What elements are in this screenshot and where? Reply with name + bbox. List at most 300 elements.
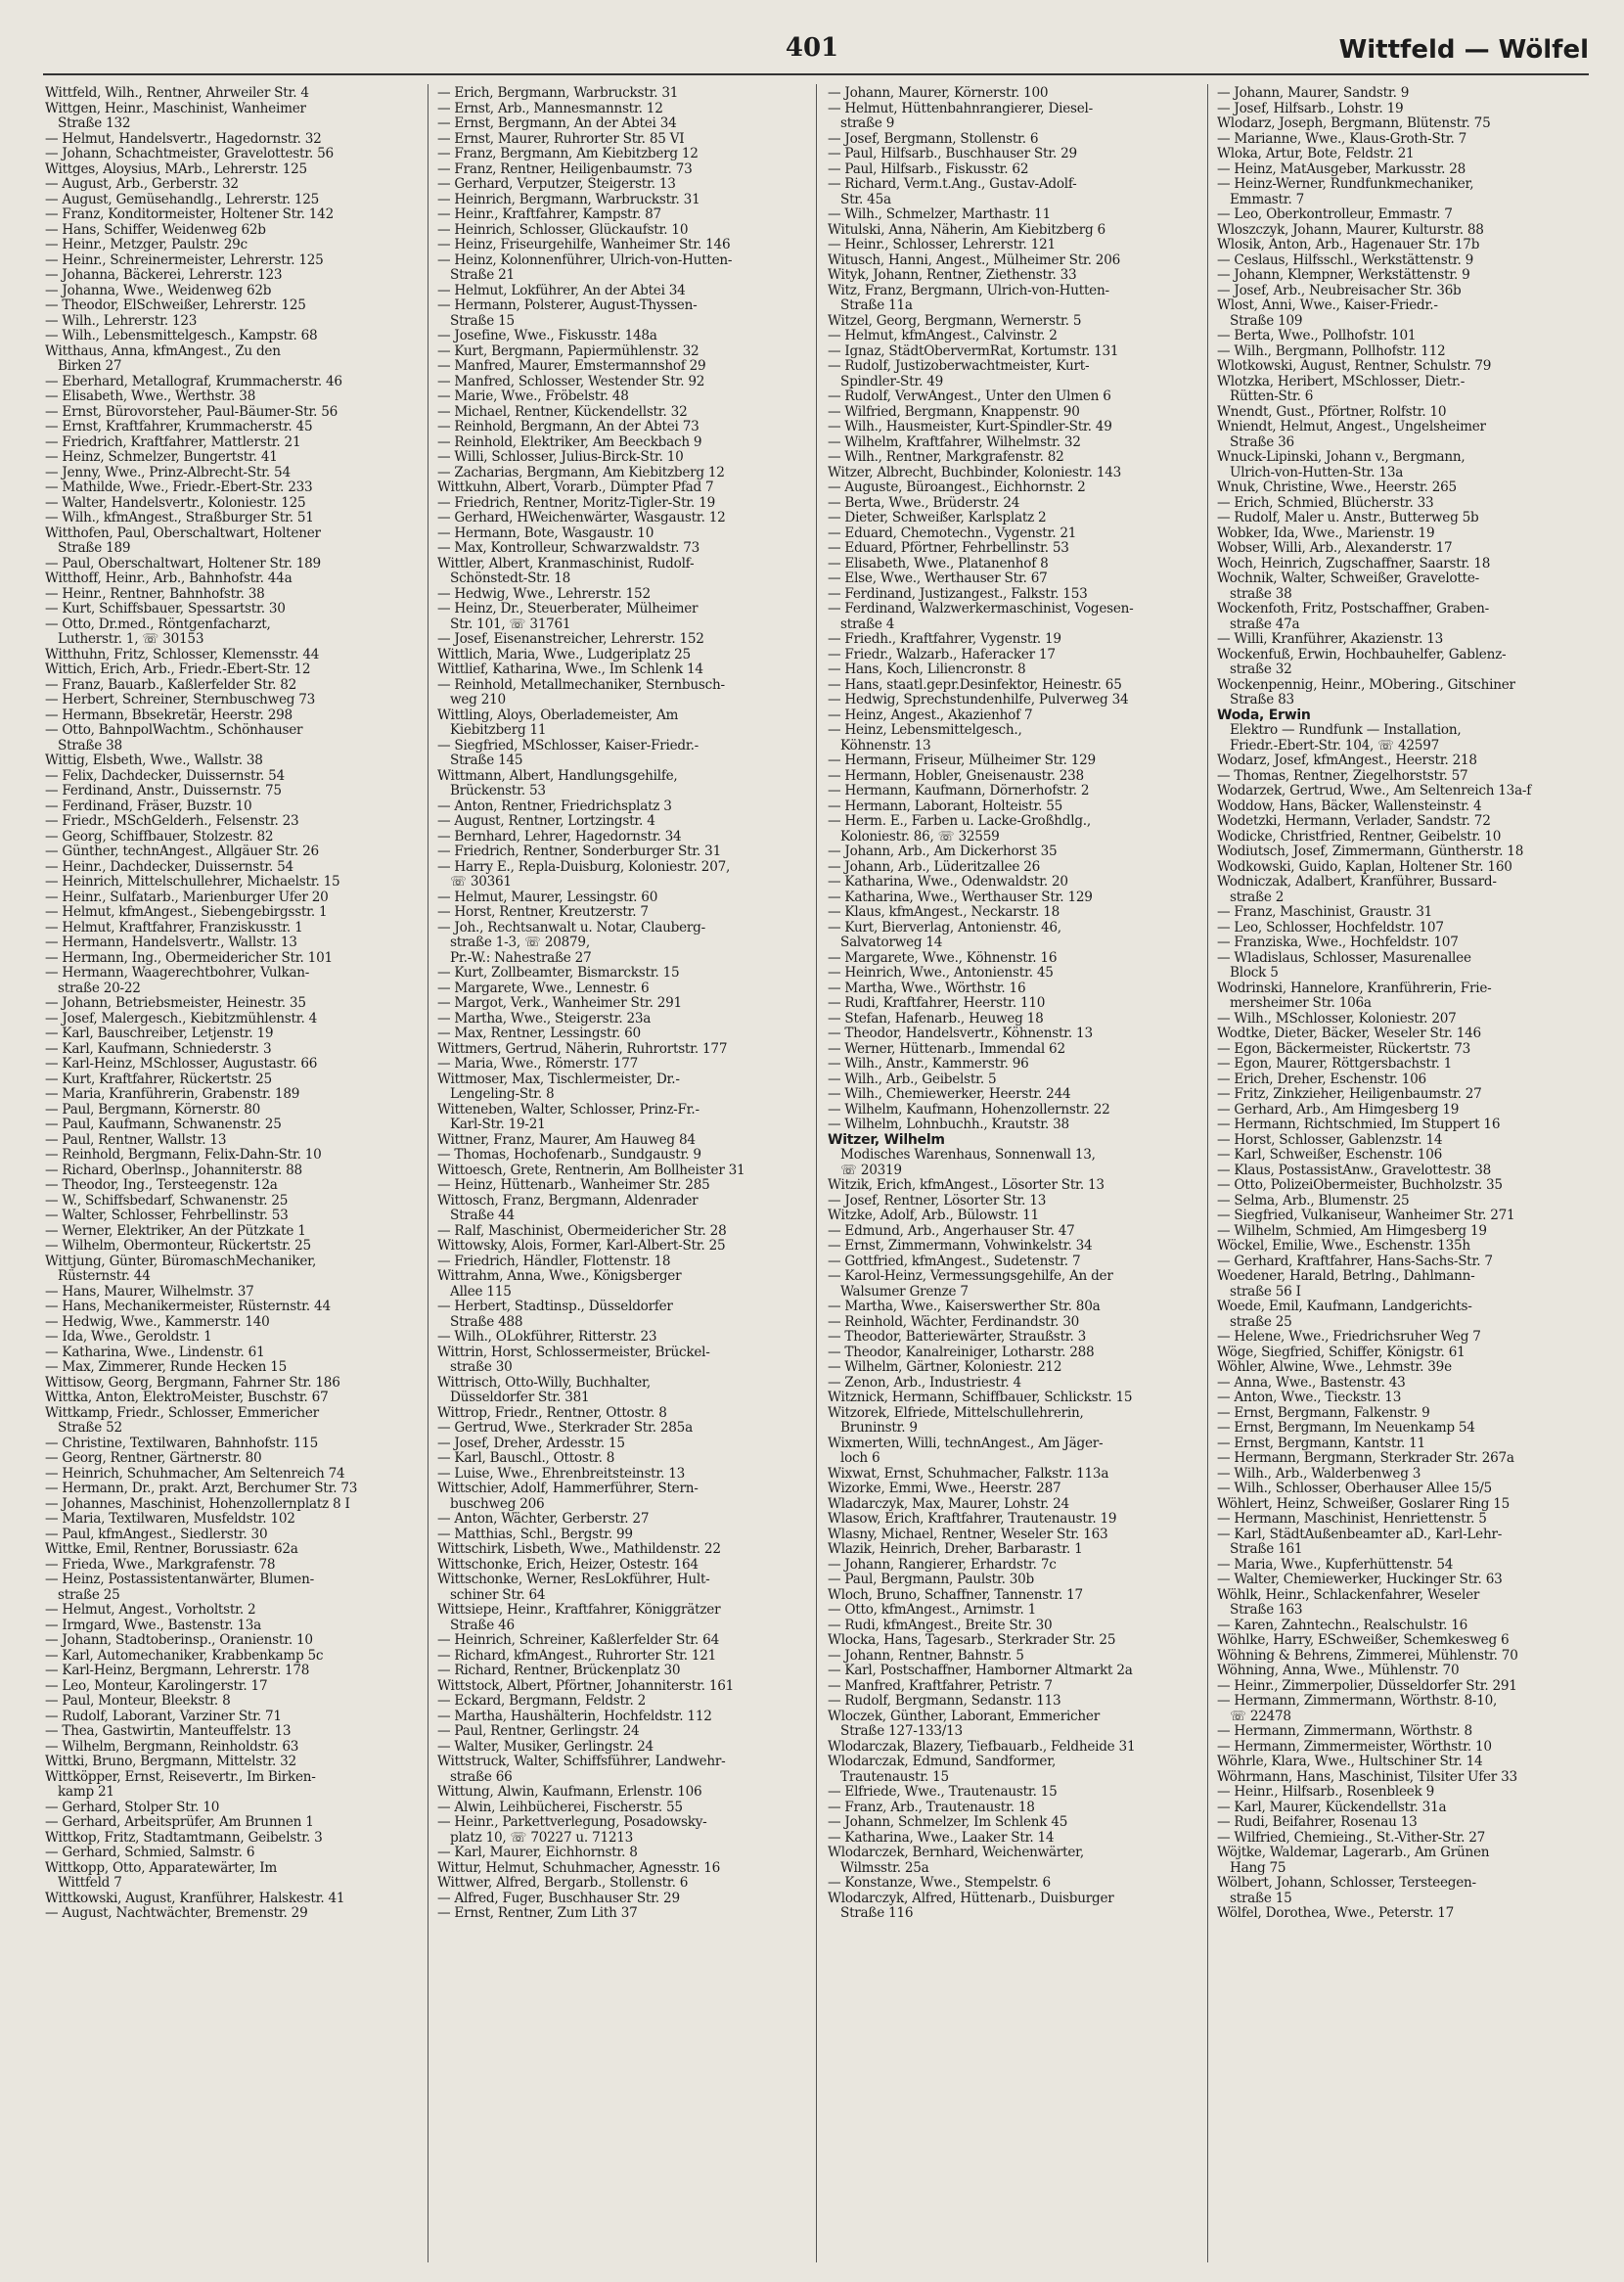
directory-entry: — Friedh., Kraftfahrer, Vygenstr. 19 [828,632,1061,647]
directory-entry: Wittrahm, Anna, Wwe., Königsberger [437,1269,682,1284]
directory-entry: Wittur, Helmut, Schuhmacher, Agnesstr. 16 [437,1860,721,1876]
directory-entry: Woede, Emil, Kaufmann, Landgerichts- [1217,1300,1472,1314]
directory-entry: — Manfred, Schlosser, Westender Str. 92 [437,374,705,389]
directory-entry: — Georg, Schiffbauer, Stolzestr. 82 [45,829,274,844]
directory-entry: — Hans, staatl.gepr.Desinfektor, Heinestr. 65 [828,677,1122,693]
directory-entry: Wittich, Erich, Arb., Friedr.-Ebert-Str. 12 [45,662,311,677]
directory-entry: — Paul, Hilfsarb., Buschhauser Str. 29 [828,147,1077,161]
directory-entry: — Horst, Rentner, Kreutzerstr. 7 [437,905,649,920]
directory-entry: Wlodarczek, Bernhard, Weichenwärter, [828,1846,1084,1860]
directory-entry: — Fritz, Zinkzieher, Heiligenbaumstr. 27 [1217,1087,1482,1102]
directory-entry: — Heinz, Schmelzer, Bungertstr. 41 [45,450,278,465]
directory-entry: — Martha, Wwe., Steigerstr. 23a [437,1011,652,1027]
directory-entry: Wodiutsch, Josef, Zimmermann, Güntherstr. 18 [1217,844,1524,859]
directory-entry: — Heinrich, Wwe., Antonienstr. 45 [828,966,1054,981]
directory-column-3 [828,86,1195,1922]
directory-entry: — Leo, Monteur, Karolingerstr. 17 [45,1678,268,1694]
directory-entry: — Paul, Bergmann, Paulstr. 30b [828,1573,1035,1587]
directory-entry: Wittschonke, Erich, Heizer, Ostestr. 164 [437,1557,699,1573]
display-entry-name: Witzer, Wilhelm [828,1132,945,1148]
entry-continuation: Rütten-Str. 6 [1230,389,1314,404]
directory-entry: — Selma, Arb., Blumenstr. 25 [1217,1193,1410,1209]
entry-continuation: Salvatorweg 14 [840,936,943,950]
directory-entry: — Rudi, Kraftfahrer, Heerstr. 110 [828,996,1046,1011]
entry-continuation: Hang 75 [1230,1860,1286,1876]
directory-entry: Wlotkowski, August, Rentner, Schulstr. 79 [1217,359,1492,374]
directory-entry: Wnendt, Gust., Pförtner, Rolfstr. 10 [1217,404,1447,420]
directory-entry: — Anna, Wwe., Bastenstr. 43 [1217,1375,1406,1391]
directory-entry: — Katharina, Wwe., Laaker Str. 14 [828,1830,1055,1846]
directory-entry: — Hermann, Handelsvertr., Wallstr. 13 [45,936,297,950]
entry-continuation: Straße 488 [450,1314,523,1330]
entry-continuation: buschweg 206 [450,1496,545,1512]
directory-entry: — Josef, Hilfsarb., Lohstr. 19 [1217,101,1404,116]
directory-entry: — Franz, Bergmann, Am Kiebitzberg 12 [437,147,699,161]
directory-entry: — Elisabeth, Wwe., Platanenhof 8 [828,556,1049,571]
directory-entry: Wniendt, Helmut, Angest., Ungelsheimer [1217,420,1486,434]
directory-entry: Woddow, Hans, Bäcker, Wallensteinstr. 4 [1217,799,1482,814]
directory-entry: Wittschonke, Werner, ResLokführer, Hult- [437,1573,710,1587]
directory-entry: — Ceslaus, Hilfsschl., Werkstättenstr. 9 [1217,252,1474,268]
directory-entry: Witzer, Albrecht, Buchbinder, Koloniestr. 143 [828,465,1122,480]
directory-entry: — Wilfried, Bergmann, Knappenstr. 90 [828,404,1080,420]
directory-entry: — Karl, Bauschl., Ottostr. 8 [437,1451,615,1466]
directory-entry: — Hans, Schiffer, Weidenweg 62b [45,222,266,238]
directory-entry: — Stefan, Hafenarb., Heuweg 18 [828,1011,1044,1027]
directory-entry: — Wladislaus, Schlosser, Masurenallee [1217,950,1471,966]
directory-entry: — Richard, Verm.t.Ang., Gustav-Adolf- [828,177,1077,192]
entry-continuation: Straße 189 [58,541,131,556]
directory-entry: — Josef, Eisenanstreicher, Lehrerstr. 152 [437,632,704,647]
directory-entry: Wittschier, Adolf, Hammerführer, Stern- [437,1482,699,1496]
entry-continuation: Düsseldorfer Str. 381 [450,1391,590,1405]
directory-entry: — Johann, Arb., Lüderitzallee 26 [828,859,1041,875]
directory-entry: — Gottfried, kfmAngest., Sudetenstr. 7 [828,1254,1081,1269]
directory-entry: — Wilfried, Chemieing., St.-Vither-Str. 27 [1217,1830,1486,1846]
directory-entry: — Alfred, Fuger, Buschhauser Str. 29 [437,1891,680,1906]
directory-entry: — Helmut, kfmAngest., Siebengebirgsstr. 1 [45,905,328,920]
entry-continuation: Straße 145 [450,753,523,768]
directory-entry: — Johann, Schachtmeister, Gravelottestr. 56 [45,147,334,161]
entry-continuation: Emmastr. 7 [1230,192,1305,207]
column-divider [1207,84,1208,2262]
directory-column-2 [437,86,805,1922]
directory-entry: — Michael, Rentner, Kückendellstr. 32 [437,404,688,420]
directory-entry: — Willi, Schlosser, Julius-Birck-Str. 10 [437,450,684,465]
directory-entry: Wöhlk, Heinr., Schlackenfahrer, Weseler [1217,1587,1480,1603]
directory-entry: — Heinrich, Schlosser, Glückaufstr. 10 [437,222,689,238]
directory-entry: — Harry E., Repla-Duisburg, Koloniestr. 207, [437,859,731,875]
directory-entry: — Helmut, Lokführer, An der Abtei 34 [437,283,686,298]
directory-entry: — Hermann, Polsterer, August-Thyssen- [437,298,698,313]
directory-entry: — Heinz, MatAusgeber, Markusstr. 28 [1217,161,1466,177]
directory-entry: — Anton, Wächter, Gerberstr. 27 [437,1512,650,1527]
directory-entry: — Johann, Klempner, Werkstättenstr. 9 [1217,268,1470,283]
directory-entry: — Matthias, Schl., Bergstr. 99 [437,1527,633,1542]
entry-continuation: Straße 38 [58,738,122,753]
directory-entry: — Wilh., Schlosser, Oberhauser Allee 15/5 [1217,1482,1492,1496]
directory-entry: — Heinz, Postassistentanwärter, Blumen- [45,1573,314,1587]
directory-entry: — Karl-Heinz, MSchlosser, Augustastr. 66 [45,1057,318,1072]
directory-entry: — Felix, Dachdecker, Duissernstr. 54 [45,768,285,784]
directory-entry: — Heinrich, Schuhmacher, Am Seltenreich 74 [45,1466,345,1482]
directory-entry: Wlost, Anni, Wwe., Kaiser-Friedr.- [1217,298,1438,313]
entry-continuation: Straße 109 [1230,313,1303,329]
entry-continuation: straße 15 [1230,1891,1292,1906]
directory-entry: — Johannes, Maschinist, Hohenzollernplatz 8 I [45,1496,350,1512]
directory-entry: Witteneben, Walter, Schlosser, Prinz-Fr.- [437,1102,699,1118]
directory-entry: — Friedr., Walzarb., Haferacker 17 [828,647,1056,662]
entry-continuation: kamp 21 [58,1785,114,1800]
directory-entry: — Ernst, Bergmann, Falkenstr. 9 [1217,1405,1430,1421]
directory-entry: — Walter, Chemiewerker, Huckinger Str. 63 [1217,1573,1503,1587]
directory-entry: — Gerhard, Kraftfahrer, Hans-Sachs-Str. 7 [1217,1254,1493,1269]
directory-entry: — Franz, Konditormeister, Holtener Str. 142 [45,207,334,222]
entry-continuation: straße 56 I [1230,1284,1301,1300]
directory-entry: — Wilhelm, Obermonteur, Rückertstr. 25 [45,1239,311,1254]
directory-entry: — Theodor, Kanalreiniger, Lotharstr. 288 [828,1345,1095,1360]
directory-entry: Witzorek, Elfriede, Mittelschullehrerin, [828,1405,1084,1421]
directory-entry: Witthoff, Heinr., Arb., Bahnhofstr. 44a [45,571,293,586]
directory-entry: — Johann, Maurer, Sandstr. 9 [1217,86,1410,101]
directory-entry: — Heinrich, Bergmann, Warbruckstr. 31 [437,192,700,207]
directory-entry: — Reinhold, Bergmann, Felix-Dahn-Str. 10 [45,1148,322,1163]
directory-entry: — Manfred, Maurer, Emstermannshof 29 [437,359,706,374]
directory-entry: — Karl, Schweißer, Eschenstr. 106 [1217,1148,1442,1163]
directory-entry: — Willi, Kranführer, Akazienstr. 13 [1217,632,1444,647]
directory-entry: — Karl, Maurer, Kückendellstr. 31a [1217,1800,1447,1815]
directory-entry: — Hedwig, Sprechstundenhilfe, Pulverweg 34 [828,693,1129,707]
directory-entry: — Reinhold, Wächter, Ferdinandstr. 30 [828,1314,1080,1330]
directory-entry: Witulski, Anna, Näherin, Am Kiebitzberg 6 [828,222,1105,238]
directory-entry: — Hermann, Bote, Wasgaustr. 10 [437,525,654,541]
directory-entry: — Ernst, Zimmermann, Vohwinkelstr. 34 [828,1239,1093,1254]
directory-entry: — Max, Rentner, Lessingstr. 60 [437,1027,641,1041]
entry-continuation: loch 6 [840,1451,880,1466]
directory-entry: — Wilh., Lebensmittelgesch., Kampstr. 68 [45,329,318,343]
entry-continuation: straße 47a [1230,616,1300,632]
directory-entry: — Heinz, Friseurgehilfe, Wanheimer Str. 146 [437,238,731,252]
directory-entry: — Wilh., Bergmann, Pollhofstr. 112 [1217,343,1446,359]
directory-entry: — Egon, Bäckermeister, Rückertstr. 73 [1217,1041,1470,1057]
entry-continuation: straße 32 [1230,662,1292,677]
directory-entry: — Erich, Schmied, Blücherstr. 33 [1217,495,1434,511]
entry-continuation: Spindler-Str. 49 [840,374,944,389]
directory-entry: Wittwer, Alfred, Bergarb., Stollenstr. 6 [437,1876,689,1891]
entry-continuation: Str. 101, ☏ 31761 [450,616,571,632]
directory-entry: — Katharina, Wwe., Werthauser Str. 129 [828,890,1093,905]
directory-entry: — Wilh., Chemiewerker, Heerstr. 244 [828,1087,1071,1102]
directory-entry: Wockenpennig, Heinr., MObering., Gitschiner [1217,677,1515,693]
directory-entry: — Rudolf, Bergmann, Sedanstr. 113 [828,1694,1061,1709]
directory-entry: — Friedrich, Rentner, Moritz-Tigler-Str. 19 [437,495,715,511]
entry-continuation: straße 38 [1230,586,1292,602]
directory-entry: — Heinr., Kraftfahrer, Kampstr. 87 [437,207,661,222]
directory-entry: Wockenfoth, Fritz, Postschaffner, Graben- [1217,602,1489,616]
directory-entry: — Thea, Gastwirtin, Manteuffelstr. 13 [45,1724,292,1739]
directory-entry: — Irmgard, Wwe., Bastenstr. 13a [45,1618,262,1633]
directory-entry: — Eduard, Pförtner, Fehrbellinstr. 53 [828,541,1069,556]
directory-entry: — Hedwig, Wwe., Lehrerstr. 152 [437,586,651,602]
directory-entry: — Heinz, Kolonnenführer, Ulrich-von-Hutten- [437,252,733,268]
directory-entry: Woch, Heinrich, Zugschaffner, Saarstr. 18 [1217,556,1491,571]
directory-entry: — Wilh., Arb., Geibelstr. 5 [828,1072,997,1087]
entry-continuation: straße 25 [58,1587,120,1603]
directory-entry: — Erich, Dreher, Eschenstr. 106 [1217,1072,1426,1087]
directory-entry: — Margot, Verk., Wanheimer Str. 291 [437,996,682,1011]
directory-entry: — Paul, Monteur, Bleekstr. 8 [45,1694,231,1709]
directory-entry: Wittke, Emil, Rentner, Borussiastr. 62a [45,1542,298,1557]
directory-entry: — Johann, Betriebsmeister, Heinestr. 35 [45,996,306,1011]
directory-entry: Wlotzka, Heribert, MSchlosser, Dietr.- [1217,374,1466,389]
directory-entry: — Ida, Wwe., Geroldstr. 1 [45,1330,212,1345]
directory-entry: — August, Arb., Gerberstr. 32 [45,177,239,192]
directory-entry: — Karl, Bauschreiber, Letjenstr. 19 [45,1027,274,1041]
directory-entry: — Ernst, Maurer, Ruhrorter Str. 85 VI [437,131,685,147]
column-divider [428,84,429,2262]
directory-entry: Wittstock, Albert, Pförtner, Johanniterstr. 161 [437,1678,735,1694]
directory-entry: Wittung, Alwin, Kaufmann, Erlenstr. 106 [437,1785,702,1800]
directory-entry: — Hermann, Laborant, Holteistr. 55 [828,799,1063,814]
entry-continuation: straße 1-3, ☏ 20879, [450,936,590,950]
directory-entry: — Horst, Schlosser, Gablenzstr. 14 [1217,1132,1443,1148]
directory-entry: — Karl, StädtAußenbeamter aD., Karl-Lehr- [1217,1527,1503,1542]
directory-entry: — Helmut, Kraftfahrer, Franziskusstr. 1 [45,920,303,936]
directory-entry: Witznick, Hermann, Schiffbauer, Schlickstr. 15 [828,1391,1133,1405]
directory-entry: Wittler, Albert, Kranmaschinist, Rudolf- [437,556,695,571]
directory-entry: — Wilhelm, Schmied, Am Himgesberg 19 [1217,1223,1487,1239]
directory-entry: — Wilhelm, Lohnbuchh., Krautstr. 38 [828,1118,1069,1132]
entry-continuation: Elektro — Rundfunk — Installation, [1230,723,1462,738]
directory-entry: — Hermann, Zimmermeister, Wörthstr. 10 [1217,1739,1492,1755]
directory-entry: Woedener, Harald, Betrlng., Dahlmann- [1217,1269,1475,1284]
directory-entry: — August, Gemüsehandlg., Lehrerstr. 125 [45,192,320,207]
directory-entry: — Hans, Maurer, Wilhelmstr. 37 [45,1284,254,1300]
directory-entry: — Wilhelm, Gärtner, Koloniestr. 212 [828,1360,1062,1375]
directory-entry: — Heinrich, Mittelschullehrer, Michaelstr. 15 [45,875,340,890]
directory-entry: Wittmann, Albert, Handlungsgehilfe, [437,768,678,784]
entry-continuation: Straße 116 [840,1906,914,1921]
directory-entry: — Ferdinand, Justizangest., Falkstr. 153 [828,586,1088,602]
directory-entry: — Kurt, Schiffsbauer, Spessartstr. 30 [45,602,286,616]
directory-entry: — Auguste, Büroangest., Eichhornstr. 2 [828,480,1086,495]
directory-entry: — Berta, Wwe., Pollhofstr. 101 [1217,329,1417,343]
directory-entry: Wodarzek, Gertrud, Wwe., Am Seltenreich 13a-f [1217,784,1532,799]
directory-entry: — Otto, Dr.med., Röntgenfacharzt, [45,616,271,632]
entry-continuation: Straße 132 [58,116,131,131]
entry-continuation: straße 25 [1230,1314,1292,1330]
directory-entry: Wochnik, Walter, Schweißer, Gravelotte- [1217,571,1479,586]
directory-entry: — Paul, kfmAngest., Siedlerstr. 30 [45,1527,268,1542]
entry-continuation: Straße 161 [1230,1542,1303,1557]
directory-entry: — Heinz, Dr., Steuerberater, Mülheimer [437,602,699,616]
directory-entry: — Zacharias, Bergmann, Am Kiebitzberg 12 [437,465,725,480]
directory-entry: — Heinr., Hilfsarb., Rosenbleek 9 [1217,1785,1435,1800]
directory-entry: — Bernhard, Lehrer, Hagedornstr. 34 [437,829,682,844]
directory-entry: — Heinr., Parkettverlegung, Posadowsky- [437,1815,707,1830]
entry-continuation: Ulrich-von-Hutten-Str. 13a [1230,465,1404,480]
directory-entry: — Hermann, Bergmann, Sterkrader Str. 267a [1217,1451,1514,1466]
directory-entry: — Christine, Textilwaren, Bahnhofstr. 115 [45,1436,319,1451]
directory-entry: — Heinr., Sulfatarb., Marienburger Ufer 20 [45,890,329,905]
directory-entry: — Karl-Heinz, Bergmann, Lehrerstr. 178 [45,1664,310,1678]
directory-entry: — Paul, Bergmann, Körnerstr. 80 [45,1102,261,1118]
directory-entry: — Eberhard, Metallograf, Krummacherstr. 46 [45,374,342,389]
directory-entry: Wnuk, Christine, Wwe., Heerstr. 265 [1217,480,1457,495]
directory-entry: — Siegfried, Vulkaniseur, Wanheimer Str. 271 [1217,1209,1515,1223]
entry-continuation: Straße 163 [1230,1603,1303,1618]
directory-entry: Wittgen, Heinr., Maschinist, Wanheimer [45,101,306,116]
directory-entry: Witthofen, Paul, Oberschaltwart, Holtener [45,525,321,541]
directory-entry: Witzel, Georg, Bergmann, Wernerstr. 5 [828,313,1082,329]
directory-entry: — Ralf, Maschinist, Obermeidericher Str. 28 [437,1223,727,1239]
directory-entry: — Paul, Rentner, Wallstr. 13 [45,1132,227,1148]
entry-continuation: ☏ 30361 [450,875,512,890]
directory-entry: Wodrinski, Hannelore, Kranführerin, Frie- [1217,981,1492,996]
directory-entry: — August, Rentner, Lortzingstr. 4 [437,814,655,829]
directory-entry: Wittfeld, Wilh., Rentner, Ahrweiler Str. 4 [45,86,309,101]
directory-entry: — Rudolf, Justizoberwachtmeister, Kurt- [828,359,1090,374]
directory-entry: — Maria, Textilwaren, Musfeldstr. 102 [45,1512,295,1527]
directory-entry: — Helene, Wwe., Friedrichsruher Weg 7 [1217,1330,1481,1345]
directory-entry: — Hans, Koch, Liliencronstr. 8 [828,662,1026,677]
directory-entry: — Egon, Maurer, Röttgersbachstr. 1 [1217,1057,1453,1072]
entry-continuation: Block 5 [1230,966,1279,981]
directory-entry: — Wilh., kfmAngest., Straßburger Str. 51 [45,511,314,525]
directory-entry: — Ernst, Rentner, Zum Lith 37 [437,1906,638,1921]
directory-entry: — Karol-Heinz, Vermessungsgehilfe, An der [828,1269,1113,1284]
entry-continuation: Straße 44 [450,1209,515,1223]
directory-entry: — Mathilde, Wwe., Friedr.-Ebert-Str. 233 [45,480,313,495]
directory-entry: — Franz, Bauarb., Kaßlerfelder Str. 82 [45,677,297,693]
directory-entry: — Josef, Bergmann, Stollenstr. 6 [828,131,1039,147]
entry-continuation: Rüsternstr. 44 [58,1269,151,1284]
directory-entry: Wöhrmann, Hans, Maschinist, Tilsiter Ufer 33 [1217,1769,1517,1785]
directory-entry: — Hermann, Zimmermann, Wörthstr. 8 [1217,1724,1472,1739]
directory-entry: — Margarete, Wwe., Lennestr. 6 [437,981,650,996]
directory-entry: — Else, Wwe., Werthauser Str. 67 [828,571,1048,586]
directory-entry: — Siegfried, MSchlosser, Kaiser-Friedr.- [437,738,699,753]
directory-entry: Wöhning, Anna, Wwe., Mühlenstr. 70 [1217,1664,1460,1678]
entry-continuation: straße 30 [450,1360,513,1375]
directory-entry: Wlasny, Michael, Rentner, Weseler Str. 163 [828,1527,1108,1542]
directory-entry: Witzke, Adolf, Arb., Bülowstr. 11 [828,1209,1039,1223]
directory-entry: Wodtke, Dieter, Bäcker, Weseler Str. 146 [1217,1027,1481,1041]
directory-entry: Wittjung, Günter, BüromaschMechaniker, [45,1254,317,1269]
directory-entry: Wixwat, Ernst, Schuhmacher, Falkstr. 113a [828,1466,1109,1482]
directory-entry: — Josef, Malergesch., Kiebitzmühlenstr. 4 [45,1011,317,1027]
entry-continuation: Trautenaustr. 15 [840,1769,949,1785]
directory-entry: Wittkowski, August, Kranführer, Halskestr. 41 [45,1891,345,1906]
directory-entry: — Elfriede, Wwe., Trautenaustr. 15 [828,1785,1058,1800]
entry-continuation: Koloniestr. 86, ☏ 32559 [840,829,1000,844]
directory-entry: — Rudi, kfmAngest., Breite Str. 30 [828,1618,1053,1633]
directory-entry: Wittki, Bruno, Bergmann, Mittelstr. 32 [45,1755,296,1769]
directory-entry: Wittkop, Fritz, Stadtamtmann, Geibelstr. 3 [45,1830,323,1846]
directory-entry: Wlodarczak, Edmund, Sandformer, [828,1755,1057,1769]
directory-entry: — Wilh., OLokführer, Ritterstr. 23 [437,1330,657,1345]
directory-entry: Wizorke, Emmi, Wwe., Heerstr. 287 [828,1482,1061,1496]
directory-entry: Witzik, Erich, kfmAngest., Lösorter Str. 13 [828,1178,1105,1193]
directory-entry: Wittmoser, Max, Tischlermeister, Dr.- [437,1072,680,1087]
entry-continuation: weg 210 [450,693,506,707]
directory-entry: — Paul, Rentner, Gerlingstr. 24 [437,1724,640,1739]
directory-entry: — Paul, Kaufmann, Schwanenstr. 25 [45,1118,282,1132]
header-rule [43,73,1589,75]
directory-entry: Wöge, Siegfried, Schiffer, Königstr. 61 [1217,1345,1466,1360]
directory-entry: — Anton, Rentner, Friedrichsplatz 3 [437,799,672,814]
directory-entry: Wittoesch, Grete, Rentnerin, Am Bollheister 31 [437,1163,745,1178]
directory-entry: — Reinhold, Elektriker, Am Beeckbach 9 [437,434,702,450]
directory-entry: — Friedrich, Rentner, Sonderburger Str. 31 [437,844,721,859]
directory-entry: Wlasow, Erich, Kraftfahrer, Trautenaustr. 19 [828,1512,1117,1527]
directory-entry: — Leo, Schlosser, Hochfeldstr. 107 [1217,920,1444,936]
directory-entry: Wittlich, Maria, Wwe., Ludgeriplatz 25 [437,647,691,662]
directory-entry: — Johann, Arb., Am Dickerhorst 35 [828,844,1058,859]
directory-entry: Wloczek, Günther, Laborant, Emmericher [828,1709,1100,1724]
directory-entry: — Friedrich, Kraftfahrer, Mattlerstr. 21 [45,434,301,450]
entry-continuation: Walsumer Grenze 7 [840,1284,969,1300]
directory-entry: Wöjtke, Waldemar, Lagerarb., Am Grünen [1217,1846,1490,1860]
directory-entry: — Richard, Rentner, Brückenplatz 30 [437,1664,681,1678]
directory-entry: — Hermann, Kaufmann, Dörnerhofstr. 2 [828,784,1090,799]
entry-continuation: Lengeling-Str. 8 [450,1087,555,1102]
directory-entry: — Luise, Wwe., Ehrenbreitsteinstr. 13 [437,1466,686,1482]
directory-entry: Wodkowski, Guido, Kaplan, Holtener Str. 160 [1217,859,1512,875]
directory-entry: Wityk, Johann, Rentner, Ziethenstr. 33 [828,268,1077,283]
directory-entry: Wittrin, Horst, Schlossermeister, Brückel- [437,1345,710,1360]
entry-continuation: platz 10, ☏ 70227 u. 71213 [450,1830,634,1846]
directory-entry: — Paul, Oberschaltwart, Holtener Str. 189 [45,556,321,571]
directory-entry: — Johann, Schmelzer, Im Schlenk 45 [828,1815,1068,1830]
directory-entry: — Heinz, Lebensmittelgesch., [828,723,1022,738]
directory-entry: — Heinr., Zimmerpolier, Düsseldorfer Str. 291 [1217,1678,1517,1694]
directory-entry: — Leo, Oberkontrolleur, Emmastr. 7 [1217,207,1453,222]
directory-entry: — Karl, Maurer, Eichhornstr. 8 [437,1846,638,1860]
directory-entry: — Wilh., Hausmeister, Kurt-Spindler-Str. 49 [828,420,1112,434]
directory-entry: — Heinr., Schreinermeister, Lehrerstr. 125 [45,252,324,268]
directory-entry: — Hermann, Richtschmied, Im Stuppert 16 [1217,1118,1501,1132]
entry-continuation: Wittfeld 7 [58,1876,122,1891]
directory-entry: — Konstanze, Wwe., Stempelstr. 6 [828,1876,1051,1891]
directory-entry: — Marie, Wwe., Fröbelstr. 48 [437,389,629,404]
directory-entry: — Wilh., Lehrerstr. 123 [45,313,198,329]
directory-entry: — Helmut, Angest., Vorholtstr. 2 [45,1603,256,1618]
entry-continuation: Straße 83 [1230,693,1294,707]
directory-entry: Wittrisch, Otto-Willy, Buchhalter, [437,1375,651,1391]
directory-entry: Wodarz, Josef, kfmAngest., Heerstr. 218 [1217,753,1477,768]
directory-entry: — Hedwig, Wwe., Kammerstr. 140 [45,1314,270,1330]
directory-entry: — Theodor, Ing., Tersteegenstr. 12a [45,1178,278,1193]
entry-continuation: Straße 36 [1230,434,1294,450]
directory-entry: — Wilh., Arb., Walderbenweg 3 [1217,1466,1421,1482]
directory-entry: — Werner, Hüttenarb., Immendal 62 [828,1041,1065,1057]
directory-entry: Wöhler, Alwine, Wwe., Lehmstr. 39e [1217,1360,1452,1375]
directory-entry: Wodicke, Christfried, Rentner, Geibelstr. 10 [1217,829,1502,844]
directory-entry: — Rudolf, VerwAngest., Unter den Ulmen 6 [828,389,1111,404]
entry-continuation: Straße 21 [450,268,515,283]
entry-continuation: Bruninstr. 9 [840,1421,918,1436]
directory-entry: Wittka, Anton, ElektroMeister, Buschstr. 67 [45,1391,329,1405]
directory-entry: Wloszczyk, Johann, Maurer, Kulturstr. 88 [1217,222,1484,238]
directory-entry: — Hermann, Dr., prakt. Arzt, Berchumer Str. 73 [45,1482,358,1496]
directory-entry: — Herbert, Schreiner, Sternbuschweg 73 [45,693,316,707]
directory-entry: — Franz, Maschinist, Graustr. 31 [1217,905,1433,920]
directory-entry: — Josef, Arb., Neubreisacher Str. 36b [1217,283,1462,298]
entry-continuation: Wilmsstr. 25a [840,1860,929,1876]
entry-continuation: Str. 45a [840,192,891,207]
directory-entry: — Rudolf, Laborant, Varziner Str. 71 [45,1709,282,1724]
